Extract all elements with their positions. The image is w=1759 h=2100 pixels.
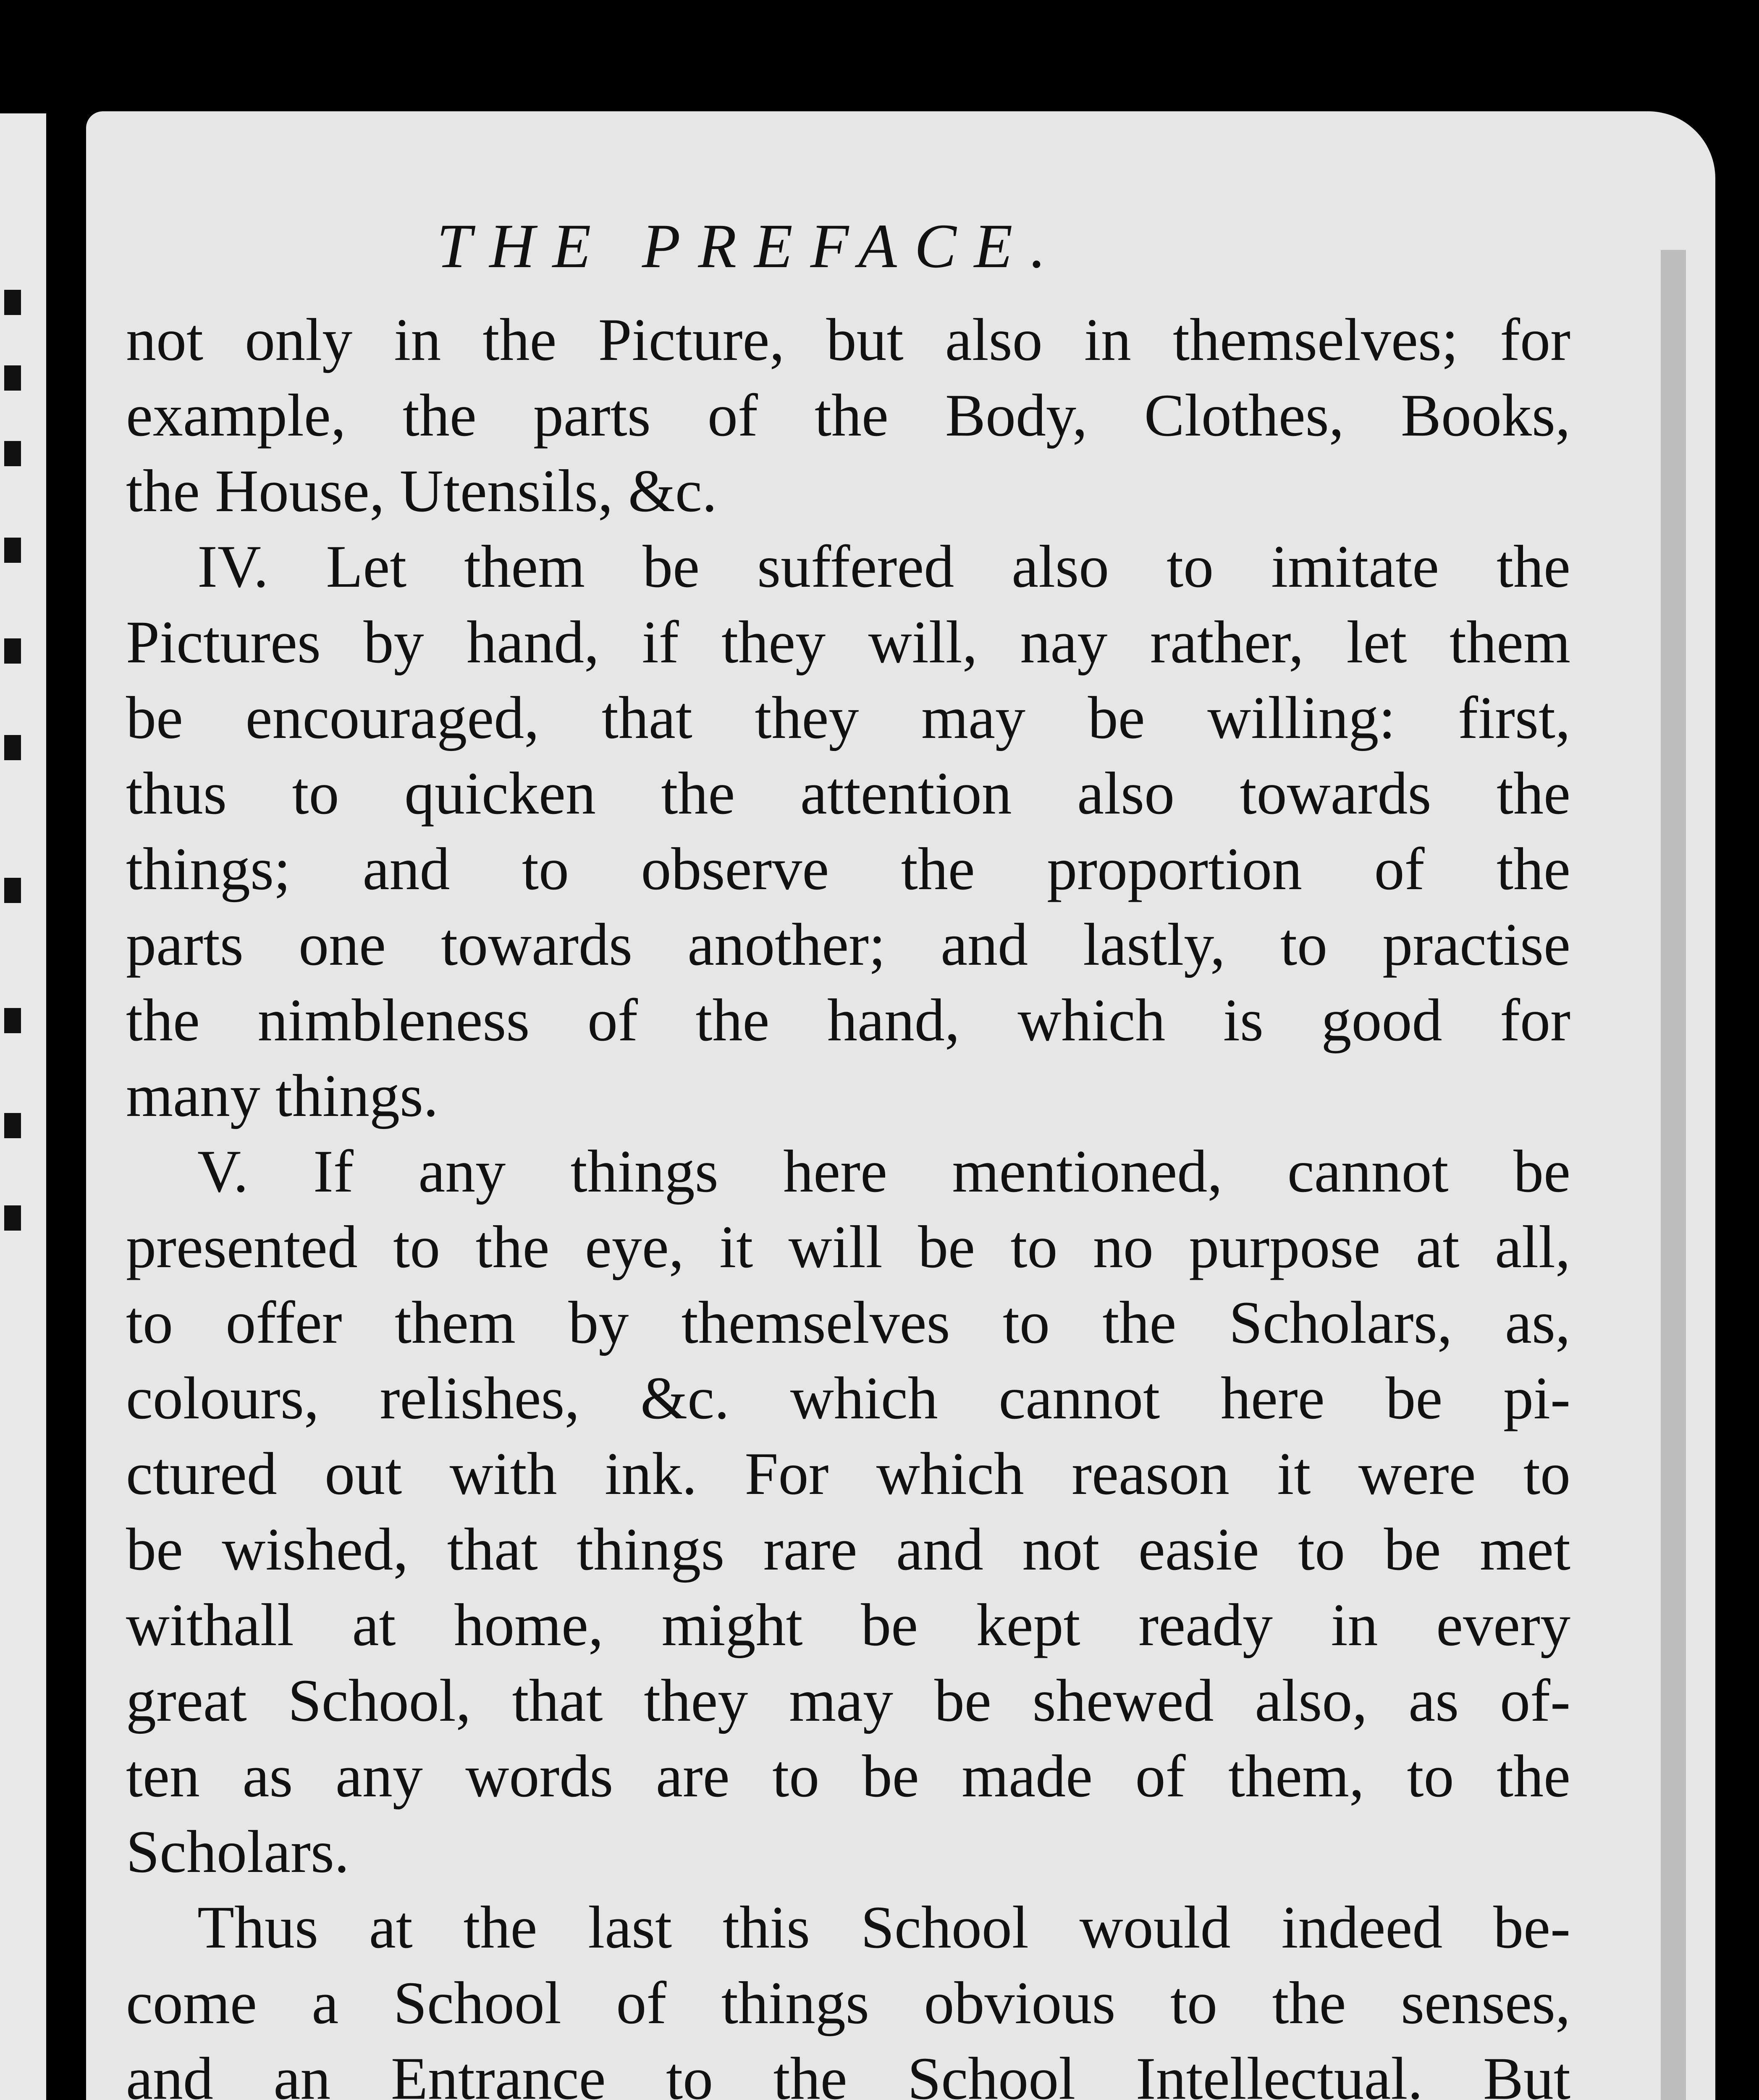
text-line: things; and to observe the proportion of the: [126, 836, 1570, 903]
facing-page-letter-fragment: [4, 1008, 21, 1033]
facing-page-letter-fragment: [4, 1113, 21, 1138]
text-line: colours, relishes, &c. which cannot here be pi-: [126, 1365, 1570, 1432]
paragraph-v: [126, 1134, 1570, 1890]
text-line: ten as any words are to be made of them, to the: [126, 1743, 1570, 1810]
running-title: THE PREFACE.: [437, 211, 1064, 281]
text-line: IV. Let them be suffered also to imitate the: [197, 533, 1570, 600]
text-line: come a School of things obvious to the senses,: [126, 1970, 1570, 2037]
facing-page-letter-fragment: [4, 735, 21, 760]
text-line: presented to the eye, it will be to no purpose at all,: [126, 1214, 1570, 1281]
text-line: withall at home, might be kept ready in every: [126, 1592, 1570, 1659]
paragraph-continuation: [126, 302, 1570, 529]
facing-page-letter-fragment: [4, 365, 21, 391]
facing-page-letter-fragment: [4, 441, 21, 466]
text-line: Scholars.: [126, 1819, 349, 1885]
text-line: V. If any things here mentioned, cannot be: [197, 1138, 1570, 1205]
paragraph-iv: [126, 529, 1570, 1134]
text-line: Pictures by hand, if they will, nay rather, let them: [126, 609, 1570, 676]
facing-page-letter-fragment: [4, 538, 21, 563]
facing-page-letter-fragment: [4, 638, 21, 664]
facing-page-letter-fragment: [4, 1205, 21, 1231]
text-line: be encouraged, that they may be willing: first,: [126, 685, 1570, 751]
text-line: Thus at the last this School would indeed be-: [197, 1894, 1570, 1961]
facing-page-letter-fragment: [4, 290, 21, 315]
facing-page-edge: [0, 113, 46, 2100]
facing-page-letter-fragment: [4, 878, 21, 903]
text-line: be wished, that things rare and not easie to be met: [126, 1516, 1570, 1583]
text-line: to offer them by themselves to the Scholars, as,: [126, 1289, 1570, 1356]
paragraph-closing: [126, 1890, 1570, 2100]
text-line: the House, Utensils, &c.: [126, 458, 717, 525]
text-line: the nimbleness of the hand, which is good for: [126, 987, 1570, 1054]
text-line: not only in the Picture, but also in themselves; for: [126, 307, 1570, 373]
text-line: example, the parts of the Body, Clothes, Books,: [126, 382, 1570, 449]
page-gutter-shadow: [1661, 250, 1686, 2100]
text-line: ctured out with ink. For which reason it were to: [126, 1441, 1570, 1507]
text-line: and an Entrance to the School Intellectual. But: [126, 2045, 1570, 2100]
text-line: many things.: [126, 1063, 438, 1129]
text-line: parts one towards another; and lastly, to practise: [126, 911, 1570, 978]
body-text: [126, 302, 1570, 2100]
text-line: thus to quicken the attention also towards the: [126, 760, 1570, 827]
text-line: great School, that they may be shewed also, as of-: [126, 1667, 1570, 1734]
